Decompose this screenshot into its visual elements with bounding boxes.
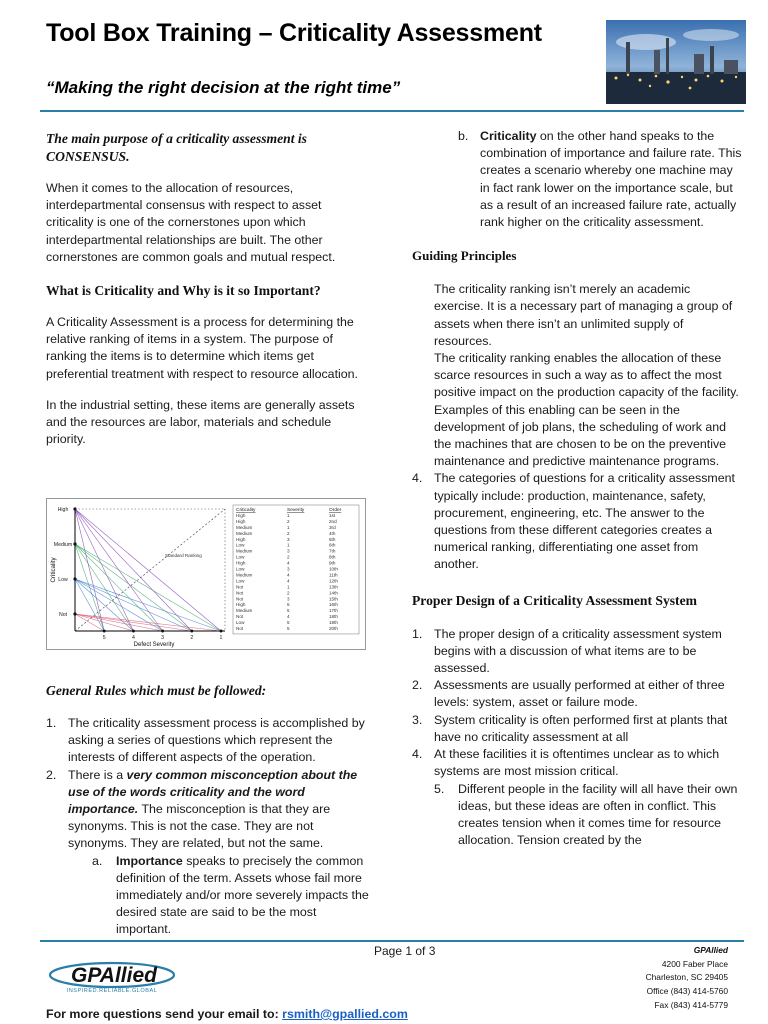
table-cell: 3 (287, 548, 290, 554)
x-tick-label: 4 (131, 635, 135, 641)
guiding-paragraph: Examples of this enabling can be seen in the development of job plans, the scheduling of work and the machines that are chosen to be on the preventive maintenance and predictive maintenance programs. (434, 402, 727, 469)
rule-text-post: The misconception is that they are synonyms. This is not the case. They are not synonyms. They are related, but not the same. (68, 802, 331, 851)
item-text: Different people in the facility will all have their own ideas, but these ideas are often in conflict. This creates tension when it comes time for resource allocation. Tension created by the (458, 781, 738, 848)
guiding-paragraph: The criticality ranking enables the allocation of these scarce resources in such a way as to affect the most positive impact on the production capacity of the facility. (434, 351, 739, 400)
item-text: System criticality is often performed first at plants that have no criticality assessment at all (434, 712, 728, 744)
fax-number: Fax (843) 414-5779 (654, 999, 728, 1010)
table-cell: 5 (287, 602, 290, 608)
table-cell: Low (236, 566, 245, 572)
table-cell: 5 (287, 608, 290, 614)
table-cell: 11th (329, 572, 338, 578)
table-cell: Low (236, 578, 245, 584)
item-number: 4. (412, 471, 423, 486)
company-name: GPAllied (693, 945, 728, 955)
guiding-list (412, 470, 742, 573)
table-cell: 17th (329, 608, 338, 614)
x-tick-label: 1 (219, 635, 223, 641)
table-cell: 10th (329, 566, 338, 572)
table-cell: 5 (287, 626, 290, 631)
sub-text: on the other hand speaks to the combination of importance and failure rate. This creates a scenario whereby one machine may in fact rank lower on the importance scale, but as a result of an increased failure rate, actually rank higher on the criticality assessment. (480, 129, 742, 230)
rule-item (46, 715, 370, 767)
design-item (412, 712, 742, 746)
page-title: Tool Box Training – Criticality Assessment (46, 19, 542, 47)
criticality-heading: What is Criticality and Why is it so Important? (46, 283, 321, 299)
sub-label: a. (92, 853, 103, 868)
criticality-paragraph-1: A Criticality Assessment is a process for determining the relative ranking of items in a system. The purpose of ranking the items is to determine which items get preferential treatment with respect to resource allocation. (46, 315, 358, 381)
left-column (46, 130, 370, 448)
table-cell: 4 (287, 572, 290, 578)
y-axis-label: Criticality (50, 557, 57, 583)
table-cell: Medium (236, 608, 253, 614)
table-cell: 2 (287, 554, 290, 560)
table-cell: 13th (329, 584, 338, 590)
address-line: Charleston, SC 29405 (645, 972, 728, 983)
level-point (73, 612, 76, 615)
x-tick-label: 2 (190, 635, 194, 641)
table-cell: 2 (287, 590, 290, 596)
table-cell: Not (236, 590, 244, 596)
x-tick-point (103, 630, 106, 633)
x-tick-point (161, 630, 164, 633)
table-cell: 1st (329, 512, 336, 518)
item-number: 2. (412, 678, 423, 693)
item-text: Assessments are usually performed at either of three levels: system, asset or failure mode. (434, 678, 725, 710)
sub-label: b. (458, 129, 469, 143)
item-number: 1. (412, 626, 423, 641)
table-cell: 15th (329, 596, 338, 602)
level-point (73, 577, 76, 580)
table-cell: 9th (329, 560, 336, 566)
guiding-heading: Guiding Principles (412, 248, 517, 264)
table-cell: 5 (287, 620, 290, 626)
table-cell: 7th (329, 548, 336, 554)
sub-term: Criticality (480, 129, 537, 143)
chart-annotation: Standard Ranking (165, 553, 202, 558)
purpose-paragraph: When it comes to the allocation of resources, interdepartmental consensus with respect to asset criticality is one of the cornerstones upon which interdepartmental relationships are built. The other cornerstones are common goals and mutual respect. (46, 181, 336, 264)
table-cell: High (236, 602, 246, 608)
rule-number: 1. (46, 716, 57, 730)
design-item (412, 677, 742, 711)
table-cell: 8th (329, 554, 336, 560)
y-level-label: Medium (53, 542, 73, 548)
table-cell: 3 (287, 536, 290, 542)
table-cell: 18th (329, 614, 338, 620)
item-number: 5. (434, 781, 445, 796)
severity-line (75, 579, 221, 631)
header-divider (40, 110, 744, 112)
logo-tagline: INSPIRED.RELIABLE.GLOBAL (66, 988, 158, 994)
guiding-paragraph: The criticality ranking isn’t merely an academic exercise. It is a necessary part of managing a group of assets when there isn’t an unlimited supply of resources. (434, 282, 733, 348)
design-list (412, 626, 742, 781)
x-tick-label: 5 (102, 635, 106, 641)
table-cell: Not (236, 614, 244, 620)
table-cell: 2nd (329, 518, 337, 524)
table-cell: Medium (236, 572, 253, 578)
table-cell: 4 (287, 578, 290, 584)
table-cell: Medium (236, 530, 253, 536)
table-cell: 4 (287, 560, 290, 566)
rules-section (46, 682, 370, 939)
email-link[interactable]: rsmith@gpallied.com (282, 1007, 408, 1021)
table-cell: Medium (236, 548, 253, 554)
table-cell: 3 (287, 566, 290, 572)
item-number: 4. (412, 747, 423, 762)
gpallied-logo (46, 958, 182, 994)
table-cell: Low (236, 542, 245, 548)
sub-item-criticality (458, 128, 742, 231)
item-text: The categories of questions for a criticality assessment typically include: production, maintenance, safety, procurement, engineering, etc. The answer to the questions from these different categories creates a numerical ranking, differentiating one asset from another. (434, 471, 735, 572)
company-address (588, 944, 728, 1013)
sub-term: Importance (116, 853, 183, 868)
x-axis-label: Defect Severity (133, 642, 175, 648)
table-cell: 1 (287, 524, 290, 530)
x-tick-point (132, 630, 135, 633)
table-cell: Medium (236, 524, 253, 530)
address-line: 4200 Faber Place (661, 958, 728, 969)
severity-line (75, 509, 104, 631)
item-text: The proper design of a criticality assessment system begins with a discussion of what items are to be assessed. (434, 626, 722, 676)
table-cell: 14th (329, 590, 338, 596)
rule-number: 2. (46, 767, 57, 782)
severity-line (75, 579, 133, 631)
sub-item-importance (92, 853, 370, 939)
table-cell: Low (236, 554, 245, 560)
table-cell: 5th (329, 536, 336, 542)
table-header: Criticality (236, 508, 256, 513)
chart-svg (47, 499, 365, 649)
guiding-item (412, 470, 742, 573)
table-cell: High (236, 560, 246, 566)
item-number: 3. (412, 712, 423, 727)
y-level-label: High (57, 507, 69, 513)
table-cell: 20th (329, 626, 338, 631)
table-cell: 1 (287, 542, 290, 548)
table-cell: High (236, 536, 246, 542)
rules-list (46, 715, 370, 853)
table-cell: High (236, 518, 246, 524)
purpose-heading: The main purpose of a criticality assessment is CONSENSUS. (46, 131, 307, 164)
right-column (412, 128, 742, 849)
table-cell: Not (236, 626, 244, 631)
criticality-chart (46, 498, 366, 650)
footer-divider (40, 940, 744, 942)
table-cell: 3 (287, 596, 290, 602)
severity-line (75, 579, 192, 631)
email-line (46, 1007, 408, 1021)
design-sub-item (434, 781, 742, 850)
table-cell: 1 (287, 512, 290, 518)
design-heading: Proper Design of a Criticality Assessment System (412, 592, 697, 608)
table-cell: 16th (329, 602, 338, 608)
x-tick-label: 3 (161, 635, 165, 641)
table-cell: 3rd (329, 524, 336, 530)
page-number: Page 1 of 3 (374, 944, 436, 958)
level-point (73, 542, 76, 545)
refinery-photo (606, 20, 746, 104)
table-cell: 12th (329, 578, 338, 584)
severity-line (75, 509, 221, 631)
rule-text-pre: There is a (68, 767, 127, 782)
logo-wordmark: GPAllied (71, 964, 157, 987)
table-cell: Not (236, 596, 244, 602)
rules-heading: General Rules which must be followed: (46, 683, 267, 698)
y-level-label: Not (58, 612, 68, 618)
table-cell: Not (236, 584, 244, 590)
table-cell: 1 (287, 584, 290, 590)
x-tick-point (220, 630, 223, 633)
severity-line (75, 614, 133, 631)
criticality-paragraph-2: In the industrial setting, these items are generally assets and the resources are labor, materials and schedule priority. (46, 397, 355, 447)
severity-line (75, 614, 192, 631)
table-cell: 2 (287, 530, 290, 536)
table-header: Order (329, 508, 342, 513)
table-cell: 2 (287, 518, 290, 524)
office-phone: Office (843) 414-5760 (646, 986, 728, 997)
table-cell: High (236, 512, 246, 518)
design-item (412, 626, 742, 678)
design-item (412, 746, 742, 780)
y-level-label: Low (58, 577, 68, 583)
email-prefix: For more questions send your email to: (46, 1007, 283, 1021)
table-cell: 6th (329, 542, 336, 548)
table-cell: 4th (329, 530, 336, 536)
sub-text: speaks to precisely the common definition of the term. Assets whose fail more immediately and/or more severely impacts the desired state are said to be the most important. (116, 853, 369, 937)
item-text: At these facilities it is oftentimes unclear as to which systems are most mission critical. (434, 747, 720, 779)
table-header: Severity (287, 508, 305, 513)
table-cell: 4 (287, 614, 290, 620)
guiding-body (412, 281, 742, 470)
rule-text: The criticality assessment process is accomplished by asking a series of questions which represent the interests of different aspects of the operation. (68, 716, 365, 765)
table-cell: 19th (329, 620, 338, 626)
rule-text-emphasis: very common misconception about the use of the words criticality and the word importance. (68, 767, 358, 817)
table-cell: Low (236, 620, 245, 626)
rule-item (46, 767, 370, 853)
tagline: “Making the right decision at the right time” (46, 78, 401, 97)
x-tick-point (190, 630, 193, 633)
